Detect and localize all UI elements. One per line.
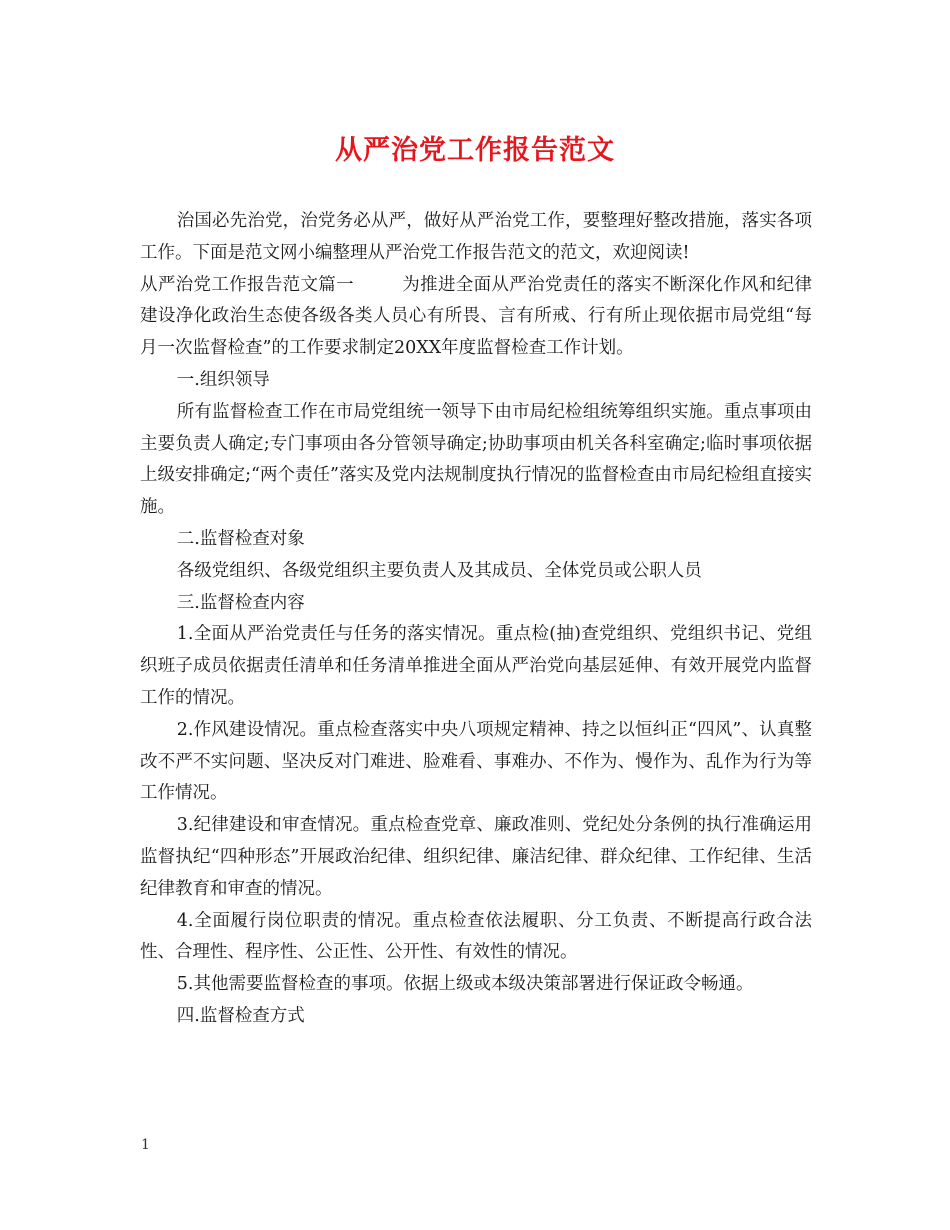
heading-organization: 一.组织领导 bbox=[176, 369, 270, 390]
organization-paragraph: 所有监督检查工作在市局党组统一领导下由市局纪检组统筹组织实施。重点事项由主要负责人确定;专门事项由各分管领导确定;协助事项由机关各科室确定;临时事项依据上级安排确定;“两个责任”落实及党内法规制度执行情况的监督检查由市局纪检组直接实施。 bbox=[140, 401, 812, 518]
document-body bbox=[140, 206, 812, 1033]
heading-methods: 四.监督检查方式 bbox=[176, 1005, 305, 1026]
section-intro-paragraph bbox=[140, 270, 812, 365]
section-label: 从严治党工作报告范文篇一 bbox=[140, 274, 354, 295]
document-title: 从严治党工作报告范文 bbox=[335, 135, 615, 166]
content-item-5: 5.其他需要监督检查的事项。依据上级或本级决策部署进行保证政令畅通。 bbox=[176, 974, 754, 995]
heading-targets: 二.监督检查对象 bbox=[176, 528, 305, 549]
content-item-3: 3.纪律建设和审查情况。重点检查党章、廉政准则、党纪处分条例的执行准确运用监督执纪“四种形态”开展政治纪律、组织纪律、廉洁纪律、群众纪律、工作纪律、生活纪律教育和审查的情况。 bbox=[140, 815, 812, 899]
targets-paragraph: 各级党组织、各级党组织主要负责人及其成员、全体党员或公职人员 bbox=[176, 560, 702, 581]
heading-content: 三.监督检查内容 bbox=[176, 592, 305, 613]
intro-paragraph: 治国必先治党，治党务必从严，做好从严治党工作，要整理好整改措施，落实各项工作。下面是范文网小编整理从严治党工作报告范文的范文，欢迎阅读! bbox=[140, 211, 812, 263]
content-item-4: 4.全面履行岗位职责的情况。重点检查依法履职、分工负责、不断提高行政合法性、合理性、程序性、公正性、公开性、有效性的情况。 bbox=[140, 910, 812, 963]
section-intro-text: 为推进全面从严治党责任的落实不断深化作风和纪律建设净化政治生态使各级各类人员心有所畏、言有所戒、行有所止现依据市局党组“每月一次监督检查”的工作要求制定20XX年度监督检查工作计划。 bbox=[140, 274, 813, 359]
page-number: 1 bbox=[141, 1137, 150, 1153]
content-item-1: 1.全面从严治党责任与任务的落实情况。重点检(抽)查党组织、党组织书记、党组织班子成员依据责任清单和任务清单推进全面从严治党向基层延伸、有效开展党内监督工作的情况。 bbox=[140, 624, 812, 708]
content-item-2: 2.作风建设情况。重点检查落实中央八项规定精神、持之以恒纠正“四风”、认真整改不严不实问题、坚决反对门难进、脸难看、事难办、不作为、慢作为、乱作为行为等工作情况。 bbox=[140, 719, 812, 804]
